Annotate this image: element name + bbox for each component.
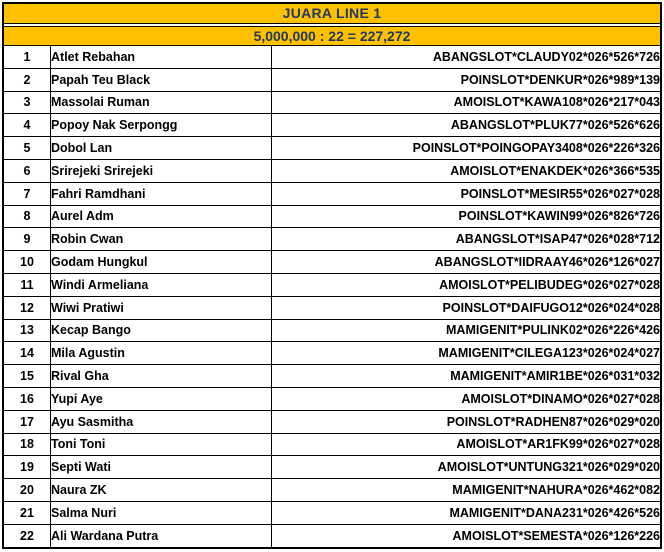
rank-cell: 4 xyxy=(4,114,51,137)
table-row xyxy=(4,228,660,251)
name-cell: Mila Agustin xyxy=(51,342,272,365)
winners-table-body xyxy=(4,46,660,547)
table-row xyxy=(4,342,660,365)
rank-cell: 13 xyxy=(4,319,51,342)
code-cell: AMOISLOT*UNTUNG321*026*029*020 xyxy=(272,456,661,479)
prize-calculation: 5,000,000 : 22 = 227,272 xyxy=(4,26,660,46)
table-row xyxy=(4,410,660,433)
rank-cell: 3 xyxy=(4,91,51,114)
table-row xyxy=(4,365,660,388)
rank-cell: 14 xyxy=(4,342,51,365)
table-row xyxy=(4,205,660,228)
name-cell: Yupi Aye xyxy=(51,387,272,410)
rank-cell: 1 xyxy=(4,46,51,68)
name-cell: Godam Hungkul xyxy=(51,251,272,274)
table-row xyxy=(4,524,660,546)
table-row xyxy=(4,456,660,479)
code-cell: POINSLOT*POINGOPAY3408*026*226*326 xyxy=(272,137,661,160)
table-row xyxy=(4,251,660,274)
name-cell: Srirejeki Srirejeki xyxy=(51,159,272,182)
rank-cell: 22 xyxy=(4,524,51,546)
code-cell: POINSLOT*MESIR55*026*027*028 xyxy=(272,182,661,205)
code-cell: POINSLOT*DENKUR*026*989*139 xyxy=(272,68,661,91)
name-cell: Windi Armeliana xyxy=(51,273,272,296)
name-cell: Popoy Nak Serpongg xyxy=(51,114,272,137)
table-row xyxy=(4,319,660,342)
table-row xyxy=(4,137,660,160)
code-cell: ABANGSLOT*ISAP47*026*028*712 xyxy=(272,228,661,251)
winners-table xyxy=(4,46,660,547)
table-row xyxy=(4,46,660,68)
table-row xyxy=(4,296,660,319)
name-cell: Massolai Ruman xyxy=(51,91,272,114)
table-row xyxy=(4,159,660,182)
code-cell: MAMIGENIT*DANA231*026*426*526 xyxy=(272,501,661,524)
table-row xyxy=(4,114,660,137)
rank-cell: 16 xyxy=(4,387,51,410)
rank-cell: 9 xyxy=(4,228,51,251)
code-cell: MAMIGENIT*PULINK02*026*226*426 xyxy=(272,319,661,342)
code-cell: AMOISLOT*DINAMO*026*027*028 xyxy=(272,387,661,410)
rank-cell: 17 xyxy=(4,410,51,433)
code-cell: AMOISLOT*ENAKDEK*026*366*535 xyxy=(272,159,661,182)
rank-cell: 8 xyxy=(4,205,51,228)
name-cell: Fahri Ramdhani xyxy=(51,182,272,205)
prize-title: JUARA LINE 1 xyxy=(4,4,660,24)
code-cell: MAMIGENIT*AMIR1BE*026*031*032 xyxy=(272,365,661,388)
code-cell: ABANGSLOT*PLUK77*026*526*626 xyxy=(272,114,661,137)
code-cell: AMOISLOT*AR1FK99*026*027*028 xyxy=(272,433,661,456)
name-cell: Naura ZK xyxy=(51,479,272,502)
code-cell: ABANGSLOT*IIDRAAY46*026*126*027 xyxy=(272,251,661,274)
name-cell: Ali Wardana Putra xyxy=(51,524,272,546)
table-row xyxy=(4,479,660,502)
rank-cell: 6 xyxy=(4,159,51,182)
name-cell: Wiwi Pratiwi xyxy=(51,296,272,319)
rank-cell: 20 xyxy=(4,479,51,502)
name-cell: Toni Toni xyxy=(51,433,272,456)
code-cell: MAMIGENIT*CILEGA123*026*024*027 xyxy=(272,342,661,365)
name-cell: Papah Teu Black xyxy=(51,68,272,91)
code-cell: POINSLOT*RADHEN87*026*029*020 xyxy=(272,410,661,433)
table-row xyxy=(4,68,660,91)
rank-cell: 10 xyxy=(4,251,51,274)
name-cell: Aurel Adm xyxy=(51,205,272,228)
code-cell: POINSLOT*KAWIN99*026*826*726 xyxy=(272,205,661,228)
rank-cell: 11 xyxy=(4,273,51,296)
name-cell: Dobol Lan xyxy=(51,137,272,160)
rank-cell: 21 xyxy=(4,501,51,524)
rank-cell: 15 xyxy=(4,365,51,388)
name-cell: Salma Nuri xyxy=(51,501,272,524)
name-cell: Rival Gha xyxy=(51,365,272,388)
name-cell: Atlet Rebahan xyxy=(51,46,272,68)
rank-cell: 18 xyxy=(4,433,51,456)
prize-sheet xyxy=(2,2,662,549)
table-row xyxy=(4,387,660,410)
name-cell: Ayu Sasmitha xyxy=(51,410,272,433)
rank-cell: 19 xyxy=(4,456,51,479)
code-cell: POINSLOT*DAIFUGO12*026*024*028 xyxy=(272,296,661,319)
code-cell: ABANGSLOT*CLAUDY02*026*526*726 xyxy=(272,46,661,68)
code-cell: AMOISLOT*KAWA108*026*217*043 xyxy=(272,91,661,114)
name-cell: Septi Wati xyxy=(51,456,272,479)
rank-cell: 2 xyxy=(4,68,51,91)
rank-cell: 7 xyxy=(4,182,51,205)
name-cell: Robin Cwan xyxy=(51,228,272,251)
code-cell: MAMIGENIT*NAHURA*026*462*082 xyxy=(272,479,661,502)
name-cell: Kecap Bango xyxy=(51,319,272,342)
table-row xyxy=(4,91,660,114)
rank-cell: 5 xyxy=(4,137,51,160)
code-cell: AMOISLOT*SEMESTA*026*126*226 xyxy=(272,524,661,546)
table-row xyxy=(4,433,660,456)
rank-cell: 12 xyxy=(4,296,51,319)
code-cell: AMOISLOT*PELIBUDEG*026*027*028 xyxy=(272,273,661,296)
table-row xyxy=(4,273,660,296)
table-row xyxy=(4,182,660,205)
table-row xyxy=(4,501,660,524)
